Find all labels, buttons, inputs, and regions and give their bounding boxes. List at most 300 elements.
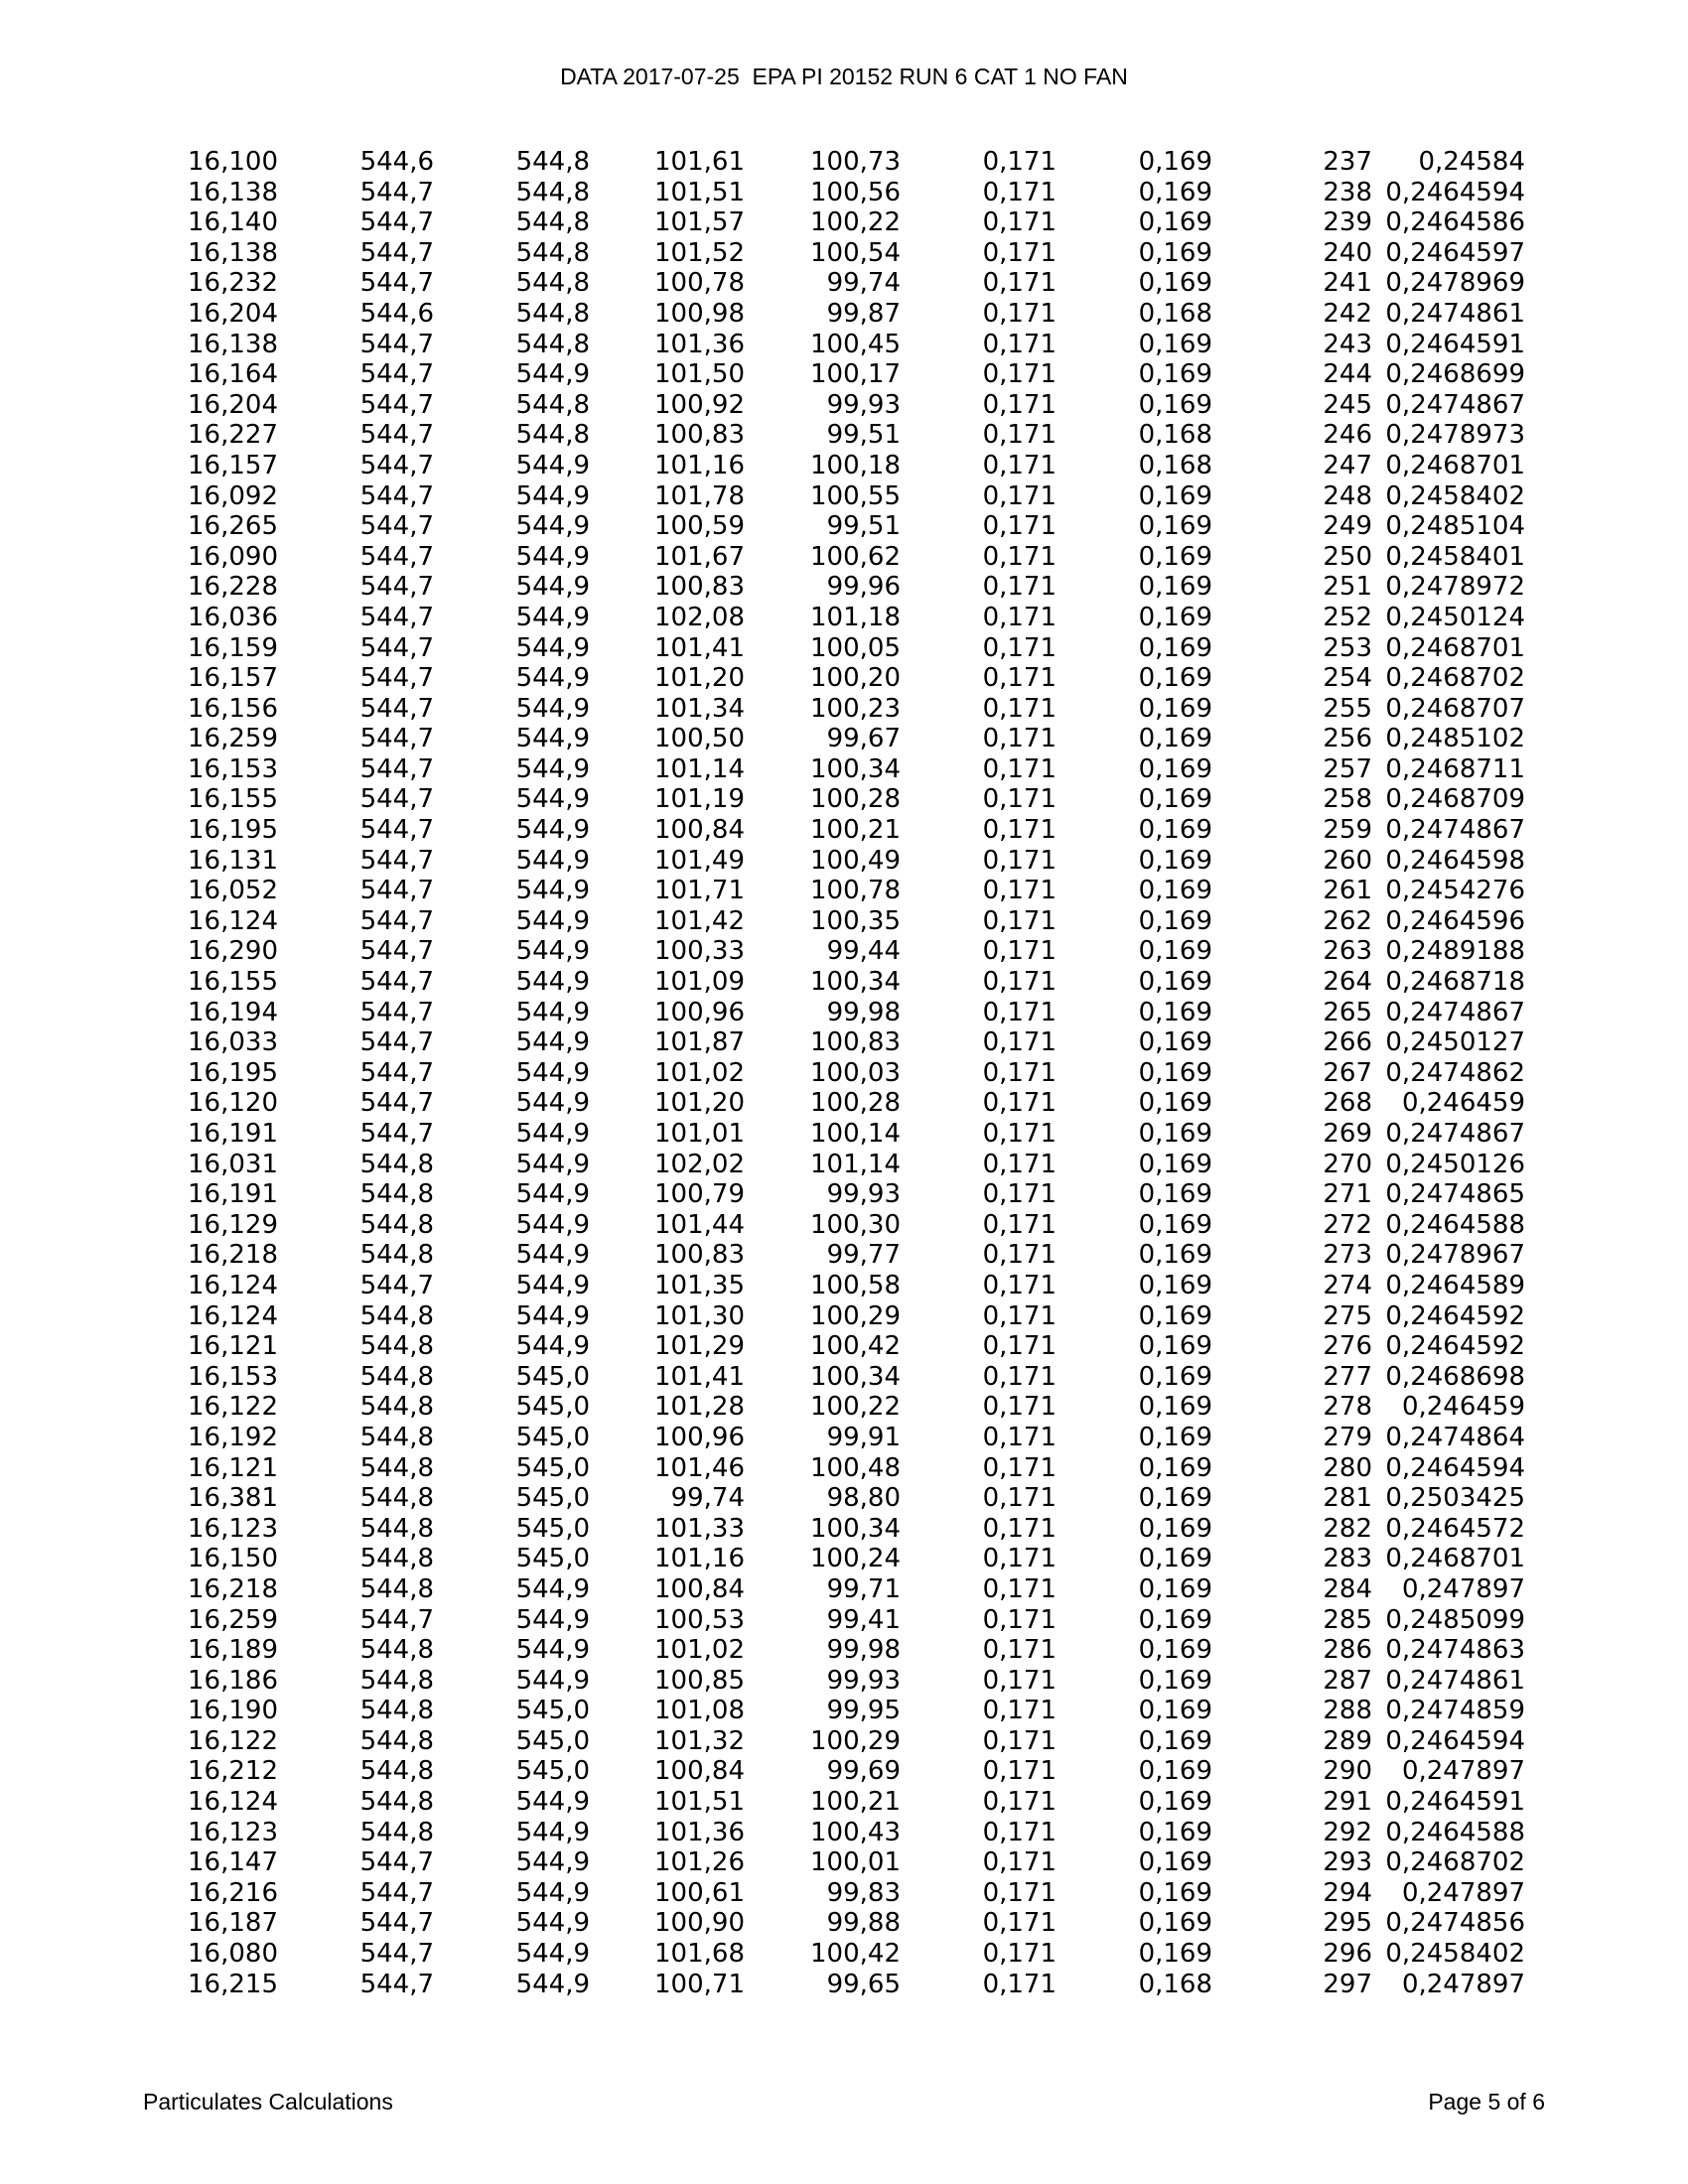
table-cell-col-8: 273 (1323, 1240, 1372, 1271)
table-cell-col-6: 0,171 (982, 207, 1056, 238)
table-cell-col-5: 100,29 (810, 1300, 901, 1331)
table-cell-col-5: 100,45 (810, 329, 901, 359)
table-cell-col-3: 544,8 (515, 177, 590, 207)
table-cell-col-9: 0,2450124 (1385, 602, 1525, 632)
table-cell-col-8: 239 (1323, 207, 1372, 238)
table-cell-col-5: 100,42 (810, 1331, 901, 1362)
table-cell-col-4: 101,44 (654, 1209, 745, 1240)
table-cell-col-3: 544,9 (515, 1209, 590, 1240)
table-cell-col-5: 99,41 (826, 1604, 901, 1635)
table-cell-col-5: 99,88 (826, 1908, 901, 1939)
table-cell-col-7: 0,169 (1138, 207, 1212, 238)
table-cell-col-4: 100,59 (654, 511, 745, 542)
table-cell-col-6: 0,171 (982, 1027, 1056, 1058)
table-cell-col-5: 99,67 (826, 724, 901, 754)
table-cell-col-7: 0,169 (1138, 1331, 1212, 1362)
table-cell-col-8: 283 (1323, 1544, 1372, 1574)
table-cell-col-1: 16,100 (188, 147, 278, 177)
table-cell-col-4: 100,92 (654, 389, 745, 420)
table-cell-col-6: 0,171 (982, 298, 1056, 329)
table-cell-col-9: 0,247897 (1401, 1877, 1525, 1908)
table-cell-col-7: 0,169 (1138, 541, 1212, 572)
table-cell-col-1: 16,123 (188, 1817, 278, 1847)
table-cell-col-7: 0,169 (1138, 1270, 1212, 1300)
table-cell-col-1: 16,190 (188, 1696, 278, 1726)
table-cell-col-7: 0,169 (1138, 1179, 1212, 1210)
table-cell-col-9: 0,2458402 (1385, 1939, 1525, 1970)
table-cell-col-1: 16,157 (188, 663, 278, 694)
table-cell-col-1: 16,186 (188, 1665, 278, 1696)
table-cell-col-2: 544,7 (359, 1877, 434, 1908)
table-cell-col-3: 544,9 (515, 693, 590, 724)
table-cell-col-9: 0,2468699 (1385, 359, 1525, 390)
table-row (0, 936, 1688, 967)
table-cell-col-6: 0,171 (982, 1969, 1056, 1999)
table-cell-col-5: 100,28 (810, 784, 901, 815)
table-cell-col-9: 0,2464592 (1385, 1331, 1525, 1362)
table-cell-col-9: 0,2450127 (1385, 1027, 1525, 1058)
table-cell-col-2: 544,7 (359, 207, 434, 238)
table-cell-col-4: 99,74 (670, 1483, 745, 1514)
table-cell-col-7: 0,169 (1138, 1635, 1212, 1666)
table-cell-col-5: 100,42 (810, 1939, 901, 1970)
table-row (0, 178, 1688, 208)
table-cell-col-8: 266 (1323, 1027, 1372, 1058)
table-cell-col-6: 0,171 (982, 845, 1056, 876)
table-cell-col-7: 0,169 (1138, 663, 1212, 694)
table-cell-col-2: 544,6 (359, 147, 434, 177)
table-cell-col-6: 0,171 (982, 511, 1056, 542)
table-cell-col-9: 0,2458402 (1385, 480, 1525, 511)
table-cell-col-3: 544,9 (515, 997, 590, 1027)
table-cell-col-2: 544,7 (359, 237, 434, 268)
table-cell-col-5: 100,01 (810, 1847, 901, 1878)
table-cell-col-4: 100,79 (654, 1179, 745, 1210)
table-cell-col-5: 100,05 (810, 632, 901, 663)
table-cell-col-3: 544,9 (515, 1300, 590, 1331)
table-cell-col-1: 16,033 (188, 1027, 278, 1058)
table-cell-col-2: 544,7 (359, 541, 434, 572)
table-cell-col-2: 544,7 (359, 967, 434, 998)
table-cell-col-9: 0,246459 (1401, 1392, 1525, 1423)
table-cell-col-2: 544,8 (359, 1573, 434, 1604)
table-row (0, 633, 1688, 664)
table-cell-col-1: 16,121 (188, 1331, 278, 1362)
table-row (0, 967, 1688, 998)
table-cell-col-9: 0,2474867 (1385, 997, 1525, 1027)
table-cell-col-9: 0,2464589 (1385, 1270, 1525, 1300)
table-cell-col-9: 0,2478973 (1385, 420, 1525, 451)
table-cell-col-1: 16,204 (188, 389, 278, 420)
table-row (0, 1331, 1688, 1362)
table-cell-col-2: 544,8 (359, 1696, 434, 1726)
table-cell-col-9: 0,2474856 (1385, 1908, 1525, 1939)
table-cell-col-1: 16,290 (188, 936, 278, 967)
table-cell-col-8: 250 (1323, 541, 1372, 572)
table-cell-col-3: 544,8 (515, 389, 590, 420)
table-cell-col-8: 251 (1323, 572, 1372, 603)
table-cell-col-8: 291 (1323, 1787, 1372, 1818)
table-cell-col-4: 102,02 (654, 1149, 745, 1179)
table-cell-col-8: 285 (1323, 1604, 1372, 1635)
table-cell-col-5: 100,21 (810, 1787, 901, 1818)
table-cell-col-6: 0,171 (982, 480, 1056, 511)
table-cell-col-2: 544,7 (359, 329, 434, 359)
table-cell-col-6: 0,171 (982, 663, 1056, 694)
table-cell-col-2: 544,8 (359, 1422, 434, 1452)
table-cell-col-2: 544,7 (359, 632, 434, 663)
table-cell-col-3: 544,8 (515, 420, 590, 451)
table-cell-col-8: 254 (1323, 663, 1372, 694)
table-cell-col-1: 16,123 (188, 1513, 278, 1544)
table-cell-col-3: 545,0 (515, 1513, 590, 1544)
table-cell-col-2: 544,8 (359, 1149, 434, 1179)
table-cell-col-6: 0,171 (982, 997, 1056, 1027)
table-cell-col-8: 274 (1323, 1270, 1372, 1300)
table-cell-col-1: 16,189 (188, 1635, 278, 1666)
table-cell-col-6: 0,171 (982, 1088, 1056, 1119)
table-cell-col-3: 544,8 (515, 268, 590, 299)
table-row (0, 784, 1688, 815)
table-cell-col-7: 0,169 (1138, 1725, 1212, 1756)
table-cell-col-9: 0,2474864 (1385, 1422, 1525, 1452)
table-cell-col-3: 544,9 (515, 1057, 590, 1088)
table-cell-col-6: 0,171 (982, 1513, 1056, 1544)
table-row (0, 1939, 1688, 1970)
table-cell-col-3: 544,8 (515, 329, 590, 359)
table-cell-col-9: 0,2474867 (1385, 1119, 1525, 1149)
table-row (0, 846, 1688, 877)
table-cell-col-8: 244 (1323, 359, 1372, 390)
table-cell-col-6: 0,171 (982, 147, 1056, 177)
table-cell-col-2: 544,8 (359, 1725, 434, 1756)
table-cell-col-5: 99,83 (826, 1877, 901, 1908)
table-row (0, 1847, 1688, 1878)
table-cell-col-8: 247 (1323, 450, 1372, 480)
table-cell-col-2: 544,7 (359, 1969, 434, 1999)
table-cell-col-4: 100,78 (654, 268, 745, 299)
table-cell-col-7: 0,169 (1138, 1847, 1212, 1878)
table-cell-col-2: 544,7 (359, 359, 434, 390)
table-cell-col-9: 0,2474867 (1385, 815, 1525, 846)
table-cell-col-3: 544,9 (515, 1027, 590, 1058)
table-cell-col-4: 101,02 (654, 1635, 745, 1666)
table-cell-col-6: 0,171 (982, 1392, 1056, 1423)
table-cell-col-9: 0,2478967 (1385, 1240, 1525, 1271)
table-cell-col-2: 544,7 (359, 1908, 434, 1939)
table-cell-col-1: 16,232 (188, 268, 278, 299)
table-row (0, 268, 1688, 299)
table-cell-col-9: 0,246459 (1401, 1088, 1525, 1119)
table-cell-col-4: 101,02 (654, 1057, 745, 1088)
table-cell-col-7: 0,169 (1138, 1787, 1212, 1818)
table-cell-col-1: 16,227 (188, 420, 278, 451)
table-row (0, 1423, 1688, 1453)
table-cell-col-2: 544,8 (359, 1179, 434, 1210)
table-cell-col-2: 544,8 (359, 1787, 434, 1818)
table-cell-col-4: 100,33 (654, 936, 745, 967)
table-cell-col-6: 0,171 (982, 1331, 1056, 1362)
table-cell-col-5: 100,55 (810, 480, 901, 511)
table-cell-col-1: 16,140 (188, 207, 278, 238)
table-cell-col-5: 100,34 (810, 1361, 901, 1392)
table-cell-col-3: 544,9 (515, 1149, 590, 1179)
table-cell-col-9: 0,2464572 (1385, 1513, 1525, 1544)
table-cell-col-6: 0,171 (982, 1908, 1056, 1939)
table-cell-col-6: 0,171 (982, 693, 1056, 724)
table-cell-col-7: 0,169 (1138, 1027, 1212, 1058)
table-cell-col-1: 16,124 (188, 1300, 278, 1331)
table-cell-col-4: 100,50 (654, 724, 745, 754)
table-cell-col-6: 0,171 (982, 1939, 1056, 1970)
table-cell-col-5: 99,93 (826, 1179, 901, 1210)
table-cell-col-3: 545,0 (515, 1361, 590, 1392)
table-cell-col-2: 544,7 (359, 753, 434, 784)
table-cell-col-2: 544,7 (359, 480, 434, 511)
table-cell-col-4: 100,83 (654, 420, 745, 451)
table-cell-col-2: 544,7 (359, 1119, 434, 1149)
table-cell-col-9: 0,2464592 (1385, 1300, 1525, 1331)
table-cell-col-1: 16,192 (188, 1422, 278, 1452)
table-cell-col-9: 0,2474861 (1385, 1665, 1525, 1696)
table-cell-col-7: 0,169 (1138, 1696, 1212, 1726)
table-cell-col-5: 100,73 (810, 147, 901, 177)
table-row (0, 1514, 1688, 1545)
table-cell-col-5: 99,77 (826, 1240, 901, 1271)
table-cell-col-1: 16,381 (188, 1483, 278, 1514)
table-cell-col-5: 100,43 (810, 1817, 901, 1847)
table-cell-col-2: 544,8 (359, 1361, 434, 1392)
table-cell-col-3: 544,9 (515, 753, 590, 784)
table-cell-col-7: 0,169 (1138, 1817, 1212, 1847)
table-row (0, 1908, 1688, 1939)
table-cell-col-5: 99,69 (826, 1756, 901, 1787)
table-cell-col-3: 544,9 (515, 1847, 590, 1878)
table-cell-col-2: 544,7 (359, 724, 434, 754)
table-cell-col-4: 101,71 (654, 876, 745, 906)
table-cell-col-4: 101,28 (654, 1392, 745, 1423)
table-cell-col-1: 16,131 (188, 845, 278, 876)
table-row (0, 1818, 1688, 1848)
table-cell-col-6: 0,171 (982, 784, 1056, 815)
table-cell-col-3: 544,9 (515, 1331, 590, 1362)
table-cell-col-5: 100,34 (810, 753, 901, 784)
table-row (0, 876, 1688, 906)
table-cell-col-8: 265 (1323, 997, 1372, 1027)
table-cell-col-7: 0,169 (1138, 1908, 1212, 1939)
table-row (0, 906, 1688, 937)
table-cell-col-7: 0,169 (1138, 1483, 1212, 1514)
table-cell-col-8: 245 (1323, 389, 1372, 420)
table-cell-col-6: 0,171 (982, 541, 1056, 572)
table-cell-col-7: 0,169 (1138, 1513, 1212, 1544)
table-cell-col-8: 243 (1323, 329, 1372, 359)
table-cell-col-9: 0,2468701 (1385, 450, 1525, 480)
table-cell-col-2: 544,8 (359, 1300, 434, 1331)
table-row (0, 1696, 1688, 1726)
table-cell-col-1: 16,155 (188, 967, 278, 998)
table-cell-col-3: 545,0 (515, 1452, 590, 1483)
table-cell-col-3: 544,9 (515, 1088, 590, 1119)
table-cell-col-1: 16,159 (188, 632, 278, 663)
table-row (0, 299, 1688, 330)
table-cell-col-7: 0,169 (1138, 1939, 1212, 1970)
table-cell-col-1: 16,194 (188, 997, 278, 1027)
table-cell-col-2: 544,7 (359, 845, 434, 876)
table-cell-col-2: 544,7 (359, 693, 434, 724)
table-cell-col-1: 16,153 (188, 753, 278, 784)
table-cell-col-3: 545,0 (515, 1544, 590, 1574)
table-cell-col-3: 544,9 (515, 1240, 590, 1271)
table-cell-col-9: 0,247897 (1401, 1969, 1525, 1999)
table-cell-col-1: 16,138 (188, 329, 278, 359)
table-cell-col-2: 544,8 (359, 1452, 434, 1483)
table-cell-col-3: 544,9 (515, 1270, 590, 1300)
table-cell-col-8: 293 (1323, 1847, 1372, 1878)
table-cell-col-4: 101,34 (654, 693, 745, 724)
table-cell-col-9: 0,2485099 (1385, 1604, 1525, 1635)
table-cell-col-6: 0,171 (982, 1361, 1056, 1392)
table-cell-col-6: 0,171 (982, 602, 1056, 632)
table-cell-col-4: 101,57 (654, 207, 745, 238)
table-cell-col-3: 544,9 (515, 1119, 590, 1149)
table-cell-col-8: 281 (1323, 1483, 1372, 1514)
table-cell-col-5: 99,96 (826, 572, 901, 603)
table-cell-col-3: 544,9 (515, 1939, 590, 1970)
table-cell-col-6: 0,171 (982, 572, 1056, 603)
table-cell-col-9: 0,2474859 (1385, 1696, 1525, 1726)
table-cell-col-1: 16,122 (188, 1392, 278, 1423)
table-cell-col-3: 544,9 (515, 1179, 590, 1210)
table-cell-col-3: 544,9 (515, 1665, 590, 1696)
table-cell-col-4: 101,36 (654, 329, 745, 359)
table-cell-col-3: 544,9 (515, 602, 590, 632)
table-row (0, 1027, 1688, 1058)
table-cell-col-8: 277 (1323, 1361, 1372, 1392)
table-cell-col-9: 0,2468701 (1385, 632, 1525, 663)
table-cell-col-6: 0,171 (982, 268, 1056, 299)
table-cell-col-7: 0,169 (1138, 753, 1212, 784)
table-cell-col-2: 544,7 (359, 268, 434, 299)
table-cell-col-8: 256 (1323, 724, 1372, 754)
table-cell-col-6: 0,171 (982, 876, 1056, 906)
table-cell-col-7: 0,169 (1138, 936, 1212, 967)
table-cell-col-2: 544,6 (359, 298, 434, 329)
table-cell-col-8: 271 (1323, 1179, 1372, 1210)
table-cell-col-6: 0,171 (982, 1057, 1056, 1088)
table-cell-col-1: 16,090 (188, 541, 278, 572)
table-cell-col-7: 0,169 (1138, 1088, 1212, 1119)
table-cell-col-1: 16,164 (188, 359, 278, 390)
table-cell-col-3: 544,9 (515, 1908, 590, 1939)
table-cell-col-1: 16,120 (188, 1088, 278, 1119)
table-row (0, 330, 1688, 360)
table-cell-col-4: 101,68 (654, 1939, 745, 1970)
table-cell-col-1: 16,147 (188, 1847, 278, 1878)
table-cell-col-5: 99,87 (826, 298, 901, 329)
table-cell-col-1: 16,052 (188, 876, 278, 906)
table-cell-col-2: 544,7 (359, 450, 434, 480)
footer-document-name: Particulates Calculations (143, 2089, 393, 2115)
table-row (0, 1119, 1688, 1150)
table-cell-col-6: 0,171 (982, 1877, 1056, 1908)
table-row (0, 1666, 1688, 1697)
table-cell-col-5: 99,93 (826, 1665, 901, 1696)
table-cell-col-9: 0,2464597 (1385, 237, 1525, 268)
table-cell-col-5: 100,29 (810, 1725, 901, 1756)
table-cell-col-7: 0,168 (1138, 450, 1212, 480)
table-cell-col-2: 544,7 (359, 876, 434, 906)
table-cell-col-9: 0,2474862 (1385, 1057, 1525, 1088)
table-cell-col-1: 16,216 (188, 1877, 278, 1908)
data-table (0, 147, 1688, 1999)
table-cell-col-4: 101,20 (654, 663, 745, 694)
table-cell-col-7: 0,169 (1138, 1604, 1212, 1635)
table-cell-col-9: 0,2468709 (1385, 784, 1525, 815)
table-cell-col-2: 544,7 (359, 177, 434, 207)
table-cell-col-9: 0,2454276 (1385, 876, 1525, 906)
table-row (0, 694, 1688, 725)
table-cell-col-6: 0,171 (982, 967, 1056, 998)
table-cell-col-4: 100,71 (654, 1969, 745, 1999)
table-cell-col-7: 0,169 (1138, 389, 1212, 420)
table-cell-col-4: 101,51 (654, 177, 745, 207)
table-cell-col-6: 0,171 (982, 1725, 1056, 1756)
table-cell-col-6: 0,171 (982, 1209, 1056, 1240)
table-cell-col-8: 297 (1323, 1969, 1372, 1999)
table-cell-col-4: 101,30 (654, 1300, 745, 1331)
table-cell-col-5: 100,35 (810, 905, 901, 936)
table-cell-col-4: 101,26 (654, 1847, 745, 1878)
table-cell-col-7: 0,169 (1138, 1665, 1212, 1696)
table-cell-col-7: 0,169 (1138, 1392, 1212, 1423)
table-cell-col-7: 0,169 (1138, 815, 1212, 846)
table-cell-col-4: 101,20 (654, 1088, 745, 1119)
table-cell-col-9: 0,2464591 (1385, 329, 1525, 359)
table-cell-col-1: 16,092 (188, 480, 278, 511)
table-cell-col-9: 0,2468698 (1385, 1361, 1525, 1392)
table-cell-col-8: 252 (1323, 602, 1372, 632)
table-cell-col-3: 545,0 (515, 1422, 590, 1452)
table-cell-col-6: 0,171 (982, 1696, 1056, 1726)
table-cell-col-6: 0,171 (982, 1573, 1056, 1604)
table-cell-col-7: 0,169 (1138, 1300, 1212, 1331)
table-row (0, 1271, 1688, 1301)
table-cell-col-3: 544,8 (515, 147, 590, 177)
table-cell-col-1: 16,191 (188, 1119, 278, 1149)
table-cell-col-4: 101,01 (654, 1119, 745, 1149)
table-cell-col-8: 269 (1323, 1119, 1372, 1149)
table-cell-col-7: 0,169 (1138, 876, 1212, 906)
table-cell-col-6: 0,171 (982, 936, 1056, 967)
table-cell-col-6: 0,171 (982, 1817, 1056, 1847)
table-cell-col-4: 101,50 (654, 359, 745, 390)
table-cell-col-1: 16,121 (188, 1452, 278, 1483)
table-cell-col-1: 16,138 (188, 177, 278, 207)
table-cell-col-4: 101,16 (654, 450, 745, 480)
table-cell-col-1: 16,212 (188, 1756, 278, 1787)
table-cell-col-8: 261 (1323, 876, 1372, 906)
table-cell-col-4: 100,83 (654, 1240, 745, 1271)
table-cell-col-7: 0,169 (1138, 268, 1212, 299)
table-cell-col-9: 0,2450126 (1385, 1149, 1525, 1179)
table-cell-col-8: 290 (1323, 1756, 1372, 1787)
table-cell-col-9: 0,2468702 (1385, 663, 1525, 694)
table-cell-col-4: 101,41 (654, 1361, 745, 1392)
table-cell-col-9: 0,2464591 (1385, 1787, 1525, 1818)
table-cell-col-5: 100,48 (810, 1452, 901, 1483)
table-cell-col-2: 544,7 (359, 663, 434, 694)
